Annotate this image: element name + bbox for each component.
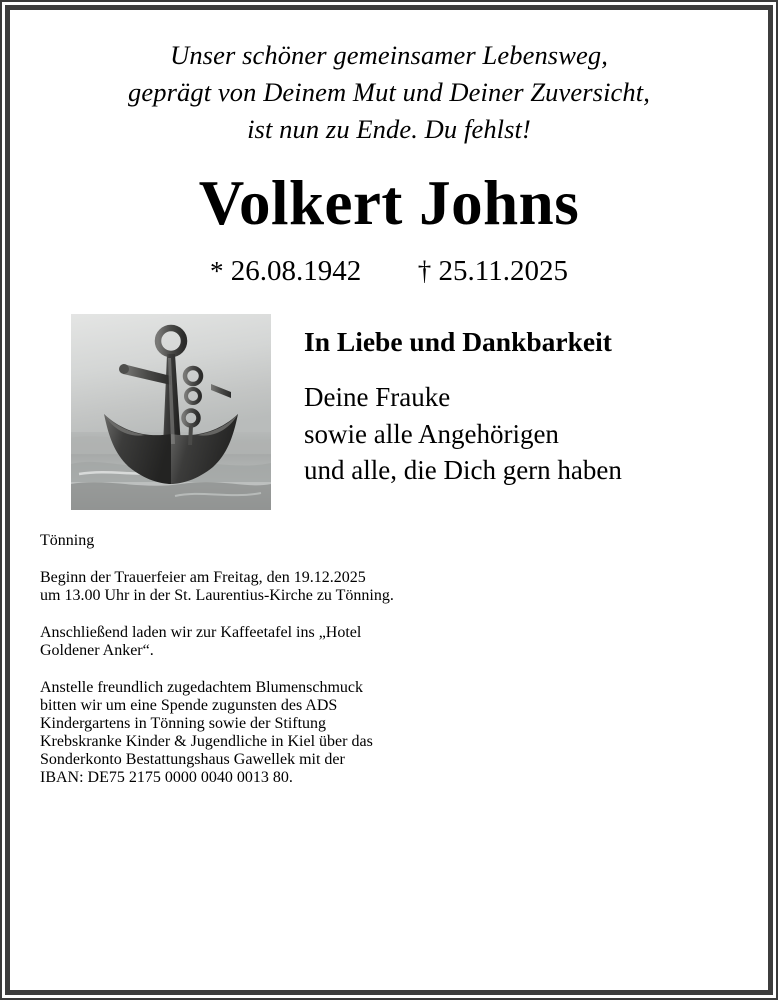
- epigraph-line-3: ist nun zu Ende. Du fehlst!: [247, 114, 531, 145]
- anchor-photo-image: [71, 314, 271, 510]
- dedication-title: In Liebe und Dankbarkeit: [304, 326, 612, 358]
- place-name: Tönning: [40, 532, 95, 550]
- death-symbol: †: [417, 256, 432, 287]
- notice-frame-inner: [5, 5, 773, 995]
- reception-line-1: Anschließend laden wir zur Kaffeetafel ins „Hotel: [40, 624, 362, 642]
- donation-line-5: Sonderkonto Bestattungshaus Gawellek mit der: [40, 751, 345, 769]
- dedication-line-3: und alle, die Dich gern haben: [304, 455, 622, 486]
- donation-line-3: Kindergartens in Tönning sowie der Stiftung: [40, 715, 327, 733]
- birth-date: 26.08.1942: [230, 255, 362, 288]
- service-line-2: um 13.00 Uhr in der St. Laurentius-Kirche zu Tönning.: [40, 587, 394, 605]
- dedication-lines: [304, 379, 746, 489]
- epigraph-line-1: Unser schöner gemeinsamer Lebensweg,: [170, 40, 608, 70]
- anchor-photo: [71, 314, 271, 510]
- dedication-line-1: Deine Frauke: [304, 381, 451, 412]
- photo-dedication-row: [32, 314, 746, 510]
- reception-line-2: Goldener Anker“.: [40, 642, 154, 660]
- notice-body-text: [32, 532, 746, 787]
- donation-iban: IBAN: DE75 2175 0000 0040 0013 80.: [40, 769, 293, 787]
- epigraph: [32, 37, 746, 148]
- donation-line-4: Krebskranke Kinder & Jugendliche in Kiel über das: [40, 733, 373, 751]
- service-line-1: Beginn der Trauerfeier am Freitag, den 19.12.2025: [40, 569, 366, 587]
- life-dates: [32, 257, 746, 286]
- deceased-name: Volkert Johns: [198, 168, 580, 239]
- notice-content: [10, 10, 768, 990]
- epigraph-line-2: geprägt von Deinem Mut und Deiner Zuversicht,: [128, 77, 650, 108]
- dedication-block: [271, 314, 746, 489]
- donation-line-1: Anstelle freundlich zugedachtem Blumenschmuck: [40, 679, 364, 697]
- birth-symbol: *: [210, 256, 224, 287]
- donation-line-2: bitten wir um eine Spende zugunsten des ADS: [40, 697, 338, 715]
- death-date: 25.11.2025: [438, 255, 568, 288]
- dedication-line-2: sowie alle Angehörigen: [304, 418, 559, 449]
